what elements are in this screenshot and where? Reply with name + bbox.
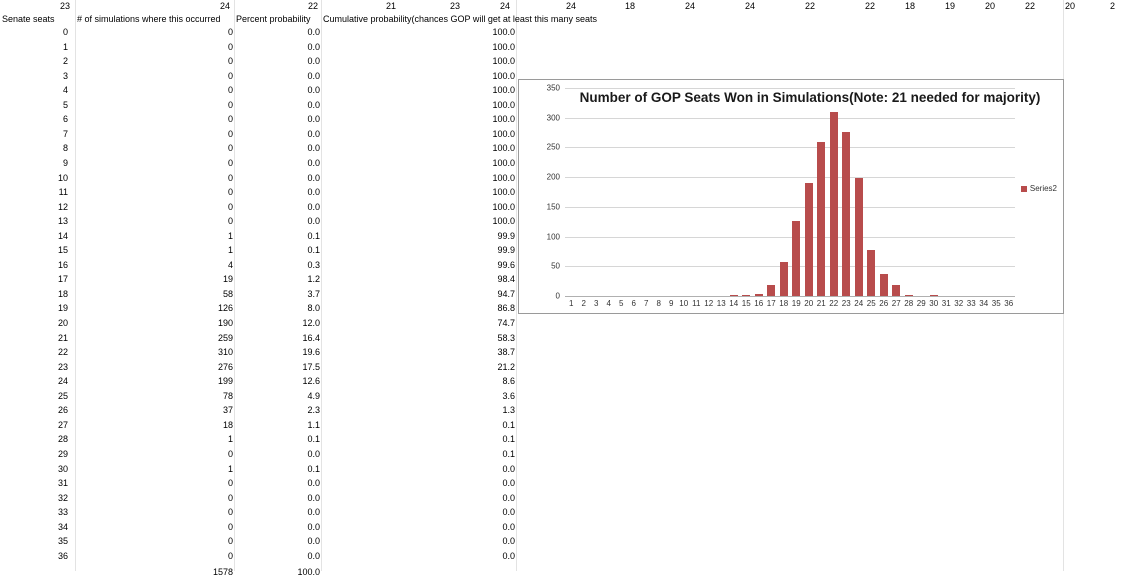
cell-cumulative: 74.7 xyxy=(497,318,515,328)
y-axis-tick-label: 50 xyxy=(551,261,560,271)
cell-percent: 0.0 xyxy=(307,128,320,139)
cell-senate-seats: 31 xyxy=(57,478,68,489)
cell-percent: 0.0 xyxy=(307,187,320,198)
cell-percent: 0.0 xyxy=(307,99,320,110)
x-axis-tick-label: 19 xyxy=(791,299,801,308)
column-header-simulations: # of simulations where this occurred xyxy=(77,14,221,24)
top-value-cell: 24 xyxy=(565,1,576,11)
cell-senate-seats: 23 xyxy=(57,361,68,372)
top-value-cell: 24 xyxy=(219,1,230,11)
cell-cumulative: 86.8 xyxy=(497,303,515,314)
cell-percent: 0.0 xyxy=(307,56,320,67)
top-value-cell: 23 xyxy=(59,1,70,11)
y-axis-tick-label: 350 xyxy=(546,83,560,93)
x-axis-tick-label: 33 xyxy=(966,299,976,308)
cell-senate-seats: 35 xyxy=(57,536,68,547)
cell-simulations: 0 xyxy=(227,70,233,81)
chart-bar xyxy=(905,295,913,296)
cell-simulations: 199 xyxy=(217,376,233,387)
cell-senate-seats: 5 xyxy=(62,99,68,110)
cell-cumulative: 100.0 xyxy=(492,157,515,168)
y-axis-tick-label: 300 xyxy=(546,113,560,123)
cell-simulations: 0 xyxy=(227,448,233,459)
cell-total-seats xyxy=(0,566,68,579)
cell-percent: 0.0 xyxy=(307,550,320,561)
cell-percent: 0.0 xyxy=(307,157,320,168)
table-row[interactable] xyxy=(0,55,520,68)
cell-cumulative: 0.0 xyxy=(502,536,515,547)
table-row[interactable] xyxy=(0,433,520,446)
cell-percent: 1.1 xyxy=(307,419,320,430)
x-axis-tick-label: 28 xyxy=(904,299,914,308)
cell-cumulative: 100.0 xyxy=(492,70,515,81)
cell-percent: 0.0 xyxy=(307,521,320,532)
cell-senate-seats: 29 xyxy=(57,448,68,459)
cell-percent: 0.1 xyxy=(307,463,320,474)
top-value-cell: 23 xyxy=(449,1,460,11)
cell-simulations: 58 xyxy=(222,288,233,299)
table-row[interactable] xyxy=(0,70,520,83)
x-axis-tick-label: 30 xyxy=(929,299,939,308)
cell-cumulative: 99.9 xyxy=(497,245,515,256)
x-axis-tick-label: 25 xyxy=(866,299,876,308)
chart-bar xyxy=(930,295,938,296)
table-row[interactable] xyxy=(0,463,520,476)
x-axis-tick-label: 34 xyxy=(979,299,989,308)
cell-cumulative: 99.9 xyxy=(497,230,515,241)
cell-percent: 17.5 xyxy=(302,361,320,372)
y-axis-tick-label: 200 xyxy=(546,172,560,182)
cell-simulations: 0 xyxy=(227,536,233,547)
table-row[interactable] xyxy=(0,361,520,374)
cell-percent: 4.9 xyxy=(307,390,320,401)
table-row[interactable] xyxy=(0,448,520,461)
cell-percent: 0.0 xyxy=(307,41,320,52)
x-axis-tick-label: 23 xyxy=(841,299,851,308)
cell-senate-seats: 11 xyxy=(58,187,68,198)
chart-bar xyxy=(830,112,838,296)
top-value-cell: 21 xyxy=(385,1,396,11)
cell-percent: 0.0 xyxy=(307,172,320,183)
cell-senate-seats: 0 xyxy=(62,27,68,37)
cell-percent: 0.0 xyxy=(307,85,320,96)
table-row[interactable] xyxy=(0,550,520,563)
cell-simulations: 1 xyxy=(227,245,233,256)
cell-simulations: 259 xyxy=(217,332,233,343)
table-row[interactable] xyxy=(0,26,520,39)
chart-bar xyxy=(730,295,738,296)
cell-simulations: 0 xyxy=(227,492,233,503)
table-row[interactable] xyxy=(0,215,520,228)
cell-senate-seats: 33 xyxy=(57,507,68,518)
cell-cumulative: 0.0 xyxy=(502,478,515,489)
chart-bar xyxy=(792,221,800,296)
cell-percent: 0.0 xyxy=(307,27,320,37)
table-row[interactable] xyxy=(0,288,520,301)
cell-cumulative: 100.0 xyxy=(492,172,515,183)
x-axis-tick-label: 29 xyxy=(916,299,926,308)
cell-simulations: 0 xyxy=(227,128,233,139)
cell-simulations: 0 xyxy=(227,56,233,67)
cell-percent: 8.0 xyxy=(307,303,320,314)
cell-senate-seats: 4 xyxy=(62,85,68,96)
top-value-cell: 22 xyxy=(307,1,318,11)
x-axis-tick-label: 26 xyxy=(879,299,889,308)
x-axis-tick-label: 13 xyxy=(716,299,726,308)
cell-percent: 0.1 xyxy=(307,245,320,256)
chart-container[interactable] xyxy=(518,79,1064,314)
cell-senate-seats: 28 xyxy=(57,434,68,445)
cell-percent: 0.0 xyxy=(307,448,320,459)
x-axis-tick-label: 31 xyxy=(941,299,951,308)
cell-cumulative: 0.0 xyxy=(502,521,515,532)
cell-cumulative: 58.3 xyxy=(497,332,515,343)
cell-senate-seats: 26 xyxy=(57,405,68,416)
cell-percent: 0.0 xyxy=(307,201,320,212)
cell-cumulative: 0.0 xyxy=(502,492,515,503)
cell-simulations: 126 xyxy=(217,303,233,314)
cell-simulations: 18 xyxy=(222,419,233,430)
x-axis-tick-label: 20 xyxy=(804,299,814,308)
table-row[interactable] xyxy=(0,506,520,519)
cell-simulations: 0 xyxy=(227,201,233,212)
cell-senate-seats: 1 xyxy=(62,41,68,52)
cell-senate-seats: 17 xyxy=(57,274,68,285)
chart-bars xyxy=(565,88,1015,296)
cell-cumulative: 0.0 xyxy=(502,507,515,518)
cell-cumulative: 3.6 xyxy=(502,390,515,401)
table-row[interactable] xyxy=(0,492,520,505)
x-axis-tick-label: 2 xyxy=(581,299,586,308)
cell-senate-seats: 8 xyxy=(62,143,68,154)
cell-senate-seats: 7 xyxy=(62,128,68,139)
cell-cumulative: 94.7 xyxy=(497,288,515,299)
x-axis-tick-label: 36 xyxy=(1004,299,1014,308)
x-axis-tick-label: 32 xyxy=(954,299,964,308)
cell-simulations: 1 xyxy=(227,434,233,445)
cell-simulations: 0 xyxy=(227,85,233,96)
table-row[interactable] xyxy=(0,419,520,432)
cell-senate-seats: 34 xyxy=(57,521,68,532)
table-row[interactable] xyxy=(0,259,520,272)
chart-bar xyxy=(767,285,775,296)
cell-total-simulations: 1578 xyxy=(212,567,233,578)
cell-percent: 1.2 xyxy=(307,274,320,285)
cell-percent: 12.6 xyxy=(302,376,320,387)
cell-cumulative: 100.0 xyxy=(492,201,515,212)
table-row[interactable] xyxy=(0,346,520,359)
x-axis-tick-label: 22 xyxy=(829,299,839,308)
y-axis-tick-label: 0 xyxy=(555,291,560,301)
x-axis-line xyxy=(565,296,1015,297)
cell-simulations: 0 xyxy=(227,550,233,561)
cell-cumulative: 0.0 xyxy=(502,550,515,561)
x-axis-tick-label: 5 xyxy=(619,299,624,308)
cell-simulations: 0 xyxy=(227,41,233,52)
x-axis-tick-label: 16 xyxy=(754,299,764,308)
cell-simulations: 78 xyxy=(222,390,233,401)
cell-simulations: 0 xyxy=(227,157,233,168)
cell-senate-seats: 10 xyxy=(57,172,68,183)
cell-cumulative: 100.0 xyxy=(492,41,515,52)
cell-cumulative: 100.0 xyxy=(492,85,515,96)
cell-senate-seats: 14 xyxy=(57,230,68,241)
y-axis-tick-label: 150 xyxy=(546,202,560,212)
cell-cumulative: 38.7 xyxy=(497,347,515,358)
cell-senate-seats: 22 xyxy=(57,347,68,358)
cell-cumulative: 21.2 xyxy=(497,361,515,372)
table-row[interactable] xyxy=(0,157,520,170)
cell-senate-seats: 2 xyxy=(62,56,68,67)
top-values-row xyxy=(0,0,1134,13)
cell-cumulative: 1.3 xyxy=(502,405,515,416)
cell-cumulative: 100.0 xyxy=(492,216,515,227)
table-row[interactable] xyxy=(0,41,520,54)
cell-cumulative: 100.0 xyxy=(492,27,515,37)
table-row[interactable] xyxy=(0,172,520,185)
table-row[interactable] xyxy=(0,99,520,112)
chart-bar xyxy=(867,250,875,296)
table-row[interactable] xyxy=(0,128,520,141)
cell-percent: 0.0 xyxy=(307,143,320,154)
cell-senate-seats: 21 xyxy=(57,332,68,343)
cell-cumulative: 100.0 xyxy=(492,128,515,139)
top-value-cell: 24 xyxy=(499,1,510,11)
table-row[interactable] xyxy=(0,477,520,490)
column-header-percent: Percent probability xyxy=(236,14,311,24)
cell-cumulative: 0.1 xyxy=(502,448,515,459)
cell-simulations: 310 xyxy=(217,347,233,358)
cell-simulations: 0 xyxy=(227,507,233,518)
cell-senate-seats: 18 xyxy=(57,288,68,299)
x-axis-tick-label: 35 xyxy=(991,299,1001,308)
cell-simulations: 0 xyxy=(227,143,233,154)
x-axis-tick-label: 15 xyxy=(741,299,751,308)
chart-bar xyxy=(780,262,788,296)
cell-percent: 0.3 xyxy=(307,259,320,270)
cell-cumulative: 0.1 xyxy=(502,419,515,430)
cell-senate-seats: 25 xyxy=(57,390,68,401)
cell-senate-seats: 30 xyxy=(57,463,68,474)
totals-row xyxy=(0,566,520,579)
top-value-cell: 22 xyxy=(804,1,815,11)
cell-simulations: 0 xyxy=(227,187,233,198)
cell-cumulative: 0.0 xyxy=(502,463,515,474)
cell-simulations: 0 xyxy=(227,172,233,183)
cell-simulations: 190 xyxy=(217,318,233,328)
cell-simulations: 0 xyxy=(227,216,233,227)
table-row[interactable] xyxy=(0,390,520,403)
x-axis-labels xyxy=(565,299,1015,311)
column-header-cumulative: Cumulative probability(chances GOP will get at least this many seats xyxy=(323,14,597,24)
top-value-cell: 22 xyxy=(864,1,875,11)
table-row[interactable] xyxy=(0,273,520,286)
cell-cumulative: 0.1 xyxy=(502,434,515,445)
chart-legend xyxy=(1021,184,1057,193)
x-axis-tick-label: 17 xyxy=(766,299,776,308)
table-row[interactable] xyxy=(0,535,520,548)
cell-senate-seats: 27 xyxy=(57,419,68,430)
cell-senate-seats: 24 xyxy=(57,376,68,387)
y-axis-tick-label: 250 xyxy=(546,142,560,152)
chart-bar xyxy=(742,295,750,296)
table-row[interactable] xyxy=(0,302,520,315)
x-axis-tick-label: 14 xyxy=(729,299,739,308)
table-row[interactable] xyxy=(0,142,520,155)
cell-senate-seats: 20 xyxy=(57,318,68,328)
cell-percent: 16.4 xyxy=(302,332,320,343)
top-value-cell: 20 xyxy=(984,1,995,11)
x-axis-tick-label: 12 xyxy=(704,299,714,308)
cell-percent: 3.7 xyxy=(307,288,320,299)
x-axis-tick-label: 3 xyxy=(594,299,599,308)
table-row[interactable] xyxy=(0,201,520,214)
cell-percent: 0.0 xyxy=(307,114,320,125)
cell-total-cumulative xyxy=(325,566,515,579)
x-axis-tick-label: 1 xyxy=(569,299,574,308)
cell-cumulative: 100.0 xyxy=(492,114,515,125)
table-row[interactable] xyxy=(0,521,520,534)
top-value-cell: 22 xyxy=(1024,1,1035,11)
chart-bar xyxy=(805,183,813,296)
cell-cumulative: 100.0 xyxy=(492,143,515,154)
cell-senate-seats: 16 xyxy=(57,259,68,270)
cell-percent: 0.0 xyxy=(307,492,320,503)
cell-percent: 0.0 xyxy=(307,478,320,489)
table-row[interactable] xyxy=(0,113,520,126)
cell-percent: 0.0 xyxy=(307,536,320,547)
table-row[interactable] xyxy=(0,230,520,243)
cell-simulations: 37 xyxy=(222,405,233,416)
top-value-cell: 24 xyxy=(744,1,755,11)
x-axis-tick-label: 24 xyxy=(854,299,864,308)
cell-senate-seats: 9 xyxy=(62,157,68,168)
cell-senate-seats: 15 xyxy=(57,245,68,256)
cell-simulations: 19 xyxy=(222,274,233,285)
cell-simulations: 276 xyxy=(217,361,233,372)
top-value-cell: 20 xyxy=(1064,1,1075,11)
cell-senate-seats: 19 xyxy=(57,303,68,314)
cell-senate-seats: 6 xyxy=(62,114,68,125)
legend-swatch-icon xyxy=(1021,186,1027,192)
top-value-cell: 2 xyxy=(1109,1,1115,11)
cell-percent: 0.0 xyxy=(307,70,320,81)
cell-simulations: 4 xyxy=(227,259,233,270)
cell-cumulative: 99.6 xyxy=(497,259,515,270)
cell-total-percent: 100.0 xyxy=(297,567,320,578)
cell-simulations: 0 xyxy=(227,114,233,125)
cell-senate-seats: 13 xyxy=(57,216,68,227)
cell-cumulative: 100.0 xyxy=(492,99,515,110)
cell-senate-seats: 36 xyxy=(57,550,68,561)
chart-bar xyxy=(880,274,888,296)
x-axis-tick-label: 21 xyxy=(816,299,826,308)
cell-simulations: 0 xyxy=(227,99,233,110)
cell-percent: 19.6 xyxy=(302,347,320,358)
top-value-cell: 24 xyxy=(684,1,695,11)
chart-bar xyxy=(842,132,850,296)
x-axis-tick-label: 27 xyxy=(891,299,901,308)
x-axis-tick-label: 11 xyxy=(692,299,701,308)
legend-label: Series2 xyxy=(1029,184,1057,193)
x-axis-tick-label: 18 xyxy=(779,299,789,308)
cell-cumulative: 100.0 xyxy=(492,56,515,67)
cell-percent: 2.3 xyxy=(307,405,320,416)
chart-bar xyxy=(755,294,763,296)
x-axis-tick-label: 10 xyxy=(679,299,689,308)
x-axis-tick-label: 9 xyxy=(669,299,674,308)
cell-percent: 0.0 xyxy=(307,216,320,227)
column-header-senate-seats: Senate seats xyxy=(2,14,55,24)
cell-simulations: 1 xyxy=(227,230,233,241)
cell-cumulative: 100.0 xyxy=(492,187,515,198)
x-axis-tick-label: 6 xyxy=(631,299,636,308)
top-value-cell: 18 xyxy=(624,1,635,11)
table-row[interactable] xyxy=(0,186,520,199)
cell-percent: 0.1 xyxy=(307,434,320,445)
y-axis-labels xyxy=(519,83,563,301)
cell-percent: 0.0 xyxy=(307,507,320,518)
x-axis-tick-label: 8 xyxy=(656,299,661,308)
cell-senate-seats: 12 xyxy=(57,201,68,212)
header-row xyxy=(0,13,1134,26)
cell-cumulative: 98.4 xyxy=(497,274,515,285)
table-row[interactable] xyxy=(0,84,520,97)
chart-title: Number of GOP Seats Won in Simulations(Note: 21 needed for majority) xyxy=(579,90,1041,105)
chart-bar xyxy=(817,142,825,296)
top-value-cell: 19 xyxy=(944,1,955,11)
top-value-cell: 18 xyxy=(904,1,915,11)
x-axis-tick-label: 7 xyxy=(644,299,649,308)
table-row[interactable] xyxy=(0,244,520,257)
cell-simulations: 1 xyxy=(227,463,233,474)
cell-cumulative: 8.6 xyxy=(502,376,515,387)
x-axis-tick-label: 4 xyxy=(606,299,611,308)
cell-simulations: 0 xyxy=(227,27,233,37)
table-row[interactable] xyxy=(0,375,520,388)
cell-senate-seats: 32 xyxy=(57,492,68,503)
table-row[interactable] xyxy=(0,317,520,330)
cell-percent: 12.0 xyxy=(302,318,320,328)
cell-senate-seats: 3 xyxy=(62,70,68,81)
table-row[interactable] xyxy=(0,404,520,417)
cell-simulations: 0 xyxy=(227,478,233,489)
table-row[interactable] xyxy=(0,332,520,345)
cell-simulations: 0 xyxy=(227,521,233,532)
y-axis-tick-label: 100 xyxy=(546,232,560,242)
chart-bar xyxy=(892,285,900,296)
cell-percent: 0.1 xyxy=(307,230,320,241)
chart-bar xyxy=(855,178,863,296)
